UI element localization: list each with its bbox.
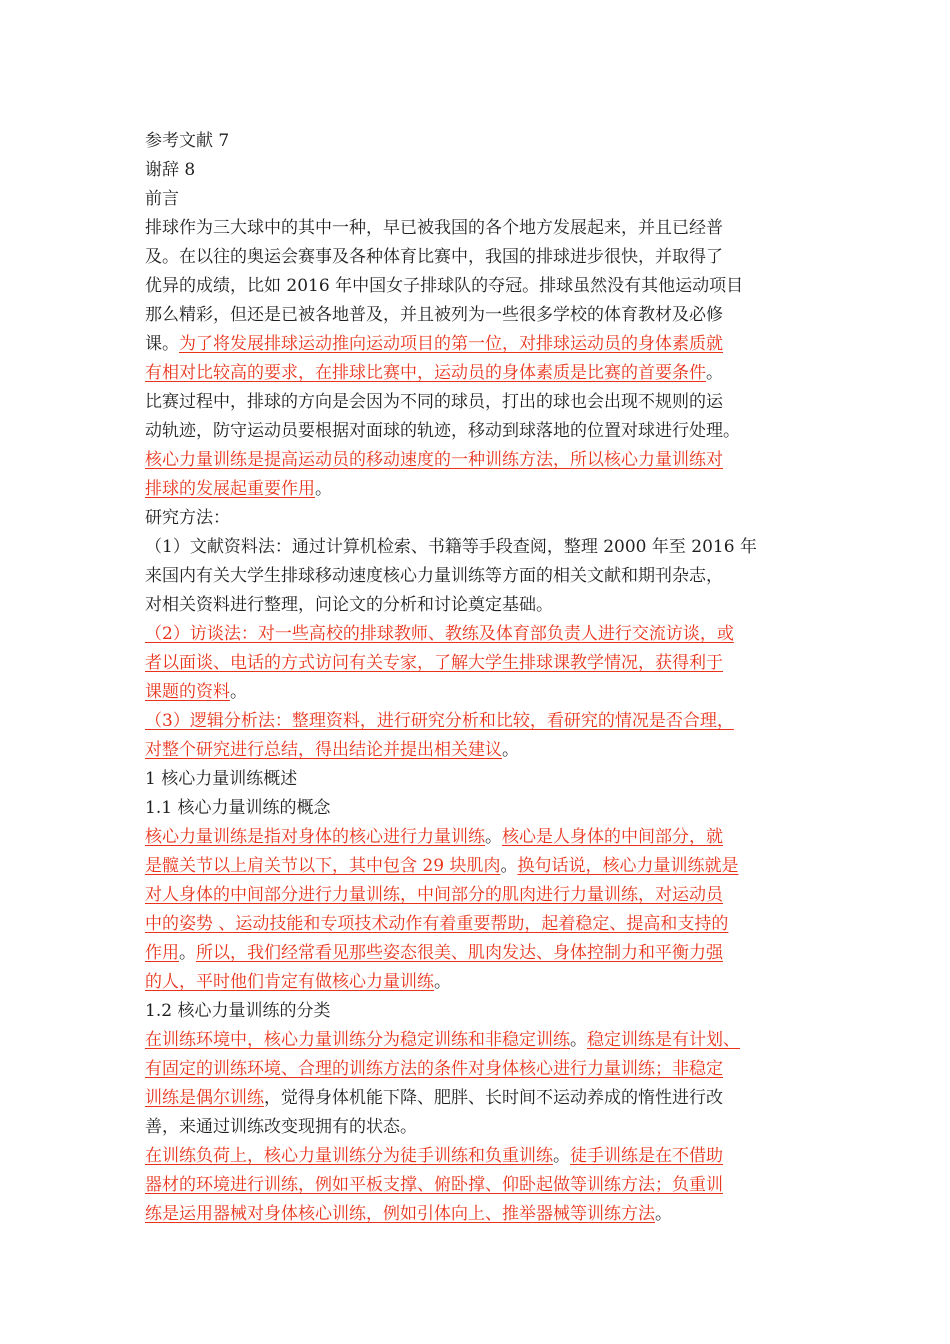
body-text: 来国内有关大学生排球移动速度核心力量训练等方面的相关文献和期刊杂志， — [145, 566, 723, 586]
highlighted-text: 核心力量训练是指对身体的核心进行力量训练 — [145, 827, 485, 847]
highlighted-text: 者以面谈、电话的方式访问有关专家，了解大学生排球课教学情况，获得利于 — [145, 653, 723, 673]
body-text: 。 — [655, 1204, 672, 1224]
highlighted-text: 对整个研究进行总结，得出结论并提出相关建议 — [145, 740, 502, 760]
highlighted-text: 所以，我们经常看见那些姿态很美、肌肉发达、身体控制力和平衡力强 — [196, 943, 723, 963]
highlighted-text: 为了将发展排球运动推向运动项目的第一位，对排球运动员的身体素质就 — [179, 334, 723, 354]
highlighted-text: 器材的环境进行训练，例如平板支撑、俯卧撑、仰卧起做等训练方法；负重训 — [145, 1175, 723, 1195]
text-line — [145, 997, 825, 1026]
body-text: 动轨迹，防守运动员要根据对面球的轨迹，移动到球落地的位置对球进行处理。 — [145, 421, 740, 441]
text-line — [145, 1026, 825, 1055]
text-line — [145, 939, 825, 968]
highlighted-text: 换句话说，核心力量训练就是 — [517, 856, 739, 876]
highlighted-text: 排球的发展起重要作用 — [145, 479, 315, 499]
text-line — [145, 504, 825, 533]
highlighted-text: 核心是人身体的中间部分，就 — [502, 827, 723, 847]
text-line — [145, 968, 825, 997]
body-text: 排球作为三大球中的其中一种，早已被我国的各个地方发展起来，并且已经普 — [145, 218, 723, 238]
highlighted-text: 在训练负荷上，核心力量训练分为徒手训练和负重训练 — [145, 1146, 553, 1166]
body-text: 课。 — [145, 334, 179, 354]
highlighted-text: 中的姿势 、运动技能和专项技术动作有着重要帮助，起着稳定、提高和支持的 — [145, 914, 729, 934]
body-text: 善，来通过训练改变现拥有的状态。 — [145, 1117, 417, 1137]
text-line — [145, 1084, 825, 1113]
text-line — [145, 562, 825, 591]
body-text: 研究方法： — [145, 508, 230, 528]
highlighted-text: 核心力量训练是提高运动员的移动速度的一种训练方法，所以核心力量训练对 — [145, 450, 723, 470]
text-line — [145, 359, 825, 388]
text-line — [145, 417, 825, 446]
text-line — [145, 794, 825, 823]
body-text: 。 — [570, 1030, 587, 1050]
body-text: 前言 — [145, 189, 179, 209]
text-line — [145, 591, 825, 620]
text-line — [145, 852, 825, 881]
text-line — [145, 533, 825, 562]
text-line — [145, 823, 825, 852]
body-text: 1 核心力量训练概述 — [145, 769, 298, 789]
body-text: 。 — [485, 827, 502, 847]
text-line — [145, 1200, 825, 1229]
text-line — [145, 156, 825, 185]
highlighted-text: （2）访谈法：对一些高校的排球教师、教练及体育部负责人进行交流访谈，或 — [145, 624, 734, 644]
text-line — [145, 330, 825, 359]
body-text: ，觉得身体机能下降、肥胖、长时间不运动养成的惰性进行改 — [264, 1088, 723, 1108]
document-body — [145, 127, 825, 1229]
highlighted-text: 在训练环境中，核心力量训练分为稳定训练和非稳定训练 — [145, 1030, 570, 1050]
text-line — [145, 707, 825, 736]
highlighted-text: 是髋关节以上肩关节以下，其中包含 29 块肌肉 — [145, 856, 501, 876]
highlighted-text: 的人，平时他们肯定有做核心力量训练 — [145, 972, 434, 992]
highlighted-text: 作用 — [145, 943, 179, 963]
text-line — [145, 1113, 825, 1142]
body-text: （1）文献资料法：通过计算机检索、书籍等手段查阅，整理 2000 年至 2016 年 — [145, 537, 757, 557]
text-line — [145, 272, 825, 301]
text-line — [145, 243, 825, 272]
body-text: 1.2 核心力量训练的分类 — [145, 1001, 331, 1021]
highlighted-text: 徒手训练是在不借助 — [570, 1146, 723, 1166]
text-line — [145, 185, 825, 214]
text-line — [145, 1142, 825, 1171]
body-text: 。 — [179, 943, 196, 963]
text-line — [145, 446, 825, 475]
body-text: 。 — [553, 1146, 570, 1166]
body-text: 。 — [500, 856, 518, 876]
text-line — [145, 620, 825, 649]
body-text: 。 — [502, 740, 519, 760]
highlighted-text: 对人身体的中间部分进行力量训练，中间部分的肌肉进行力量训练，对运动员 — [145, 885, 723, 905]
body-text: 。 — [230, 682, 247, 702]
text-line — [145, 127, 825, 156]
text-line — [145, 214, 825, 243]
highlighted-text: 练是运用器械对身体核心训练，例如引体向上、推举器械等训练方法 — [145, 1204, 655, 1224]
text-line — [145, 475, 825, 504]
highlighted-text: 课题的资料 — [145, 682, 230, 702]
highlighted-text: 有固定的训练环境、合理的训练方法的条件对身体核心进行力量训练；非稳定 — [145, 1059, 723, 1079]
body-text: 。 — [434, 972, 451, 992]
text-line — [145, 910, 825, 939]
highlighted-text: 稳定训练是有计划、 — [587, 1030, 740, 1050]
body-text: 那么精彩，但还是已被各地普及，并且被列为一些很多学校的体育教材及必修 — [145, 305, 723, 325]
text-line — [145, 649, 825, 678]
body-text: 谢辞 8 — [145, 160, 196, 180]
text-line — [145, 1171, 825, 1200]
body-text: 比赛过程中，排球的方向是会因为不同的球员，打出的球也会出现不规则的运 — [145, 392, 723, 412]
text-line — [145, 388, 825, 417]
text-line — [145, 678, 825, 707]
body-text: 对相关资料进行整理，问论文的分析和讨论奠定基础。 — [145, 595, 553, 615]
body-text: 参考文献 7 — [145, 131, 230, 151]
body-text: 优异的成绩，比如 2016 年中国女子排球队的夺冠。排球虽然没有其他运动项目 — [145, 276, 744, 296]
highlighted-text: 有相对比较高的要求，在排球比赛中，运动员的身体素质是比赛的首要条件 — [145, 363, 706, 383]
highlighted-text: 训练是偶尔训练 — [145, 1088, 264, 1108]
highlighted-text: （3）逻辑分析法：整理资料，进行研究分析和比较，看研究的情况是否合理， — [145, 711, 734, 731]
body-text: 及。在以往的奥运会赛事及各种体育比赛中，我国的排球进步很快，并取得了 — [145, 247, 723, 267]
text-line — [145, 736, 825, 765]
text-line — [145, 1055, 825, 1084]
text-line — [145, 301, 825, 330]
body-text: 1.1 核心力量训练的概念 — [145, 798, 331, 818]
text-line — [145, 765, 825, 794]
text-line — [145, 881, 825, 910]
body-text: 。 — [706, 363, 723, 383]
body-text: 。 — [315, 479, 332, 499]
